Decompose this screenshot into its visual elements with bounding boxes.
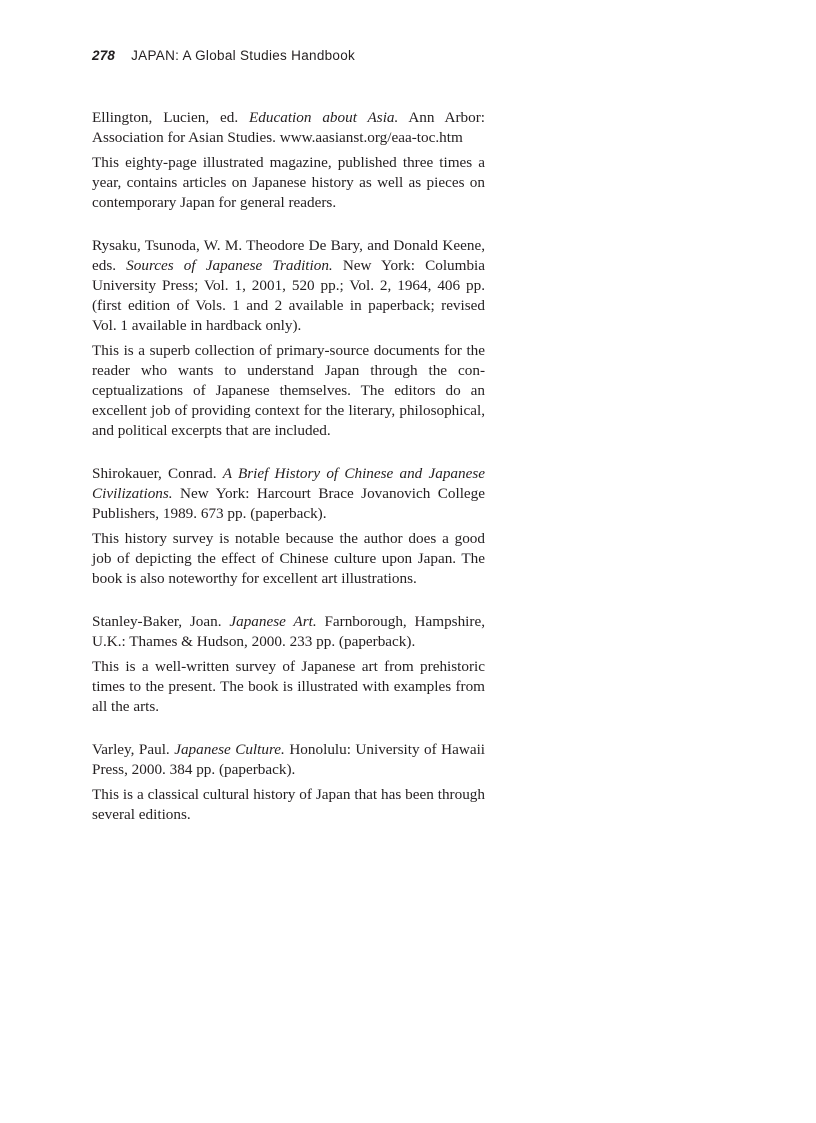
book-title: JAPAN: A Global Studies Handbook xyxy=(131,48,356,63)
annotation: This history survey is notable because the author does a good job of depicting the effect of Chinese culture upon Japan. The book is also noteworthy for excellent art illustrations. xyxy=(92,530,485,587)
bibliography-entry xyxy=(92,612,485,717)
citation xyxy=(92,236,485,336)
bibliography-entry xyxy=(92,464,485,589)
citation xyxy=(92,464,485,524)
citation-publication: Honolulu: University of Hawaii Press, 2000. 384 pp. (paperback). xyxy=(92,741,486,778)
citation-title: Japanese Culture. xyxy=(174,741,285,758)
running-head xyxy=(92,48,355,63)
citation-title: Education about Asia. xyxy=(249,109,399,126)
citation-publication: New York: Columbia University Press; Vol. 1, 2001, 520 pp.; Vol. 2, 1964, 406 pp. (first edition of Vols. 1 and 2 available in paperback; revised Vol. 1 available in hardback only). xyxy=(92,257,486,334)
annotation: This is a classical cultural history of Japan that has been through several editions. xyxy=(92,786,485,823)
citation-author: Shirokauer, Conrad. xyxy=(92,465,217,482)
citation xyxy=(92,612,485,652)
citation-title: Japanese Art. xyxy=(229,613,317,630)
bibliography-entry xyxy=(92,236,485,441)
citation-publication: Ann Arbor: Association for Asian Studies. www.aasianst.org/eaa-toc.htm xyxy=(92,109,486,146)
citation-title: A Brief History of Chinese and Japanese Civilizations. xyxy=(92,465,485,502)
page-number: 278 xyxy=(92,48,116,63)
annotation: This eighty-page illustrated magazine, published three times a year, contains articles on Japanese history as well as pieces on contemporary Japan for general readers. xyxy=(92,154,485,211)
citation-publication: New York: Harcourt Brace Jovanovich College Publishers, 1989. 673 pp. (paperback). xyxy=(92,485,485,522)
citation-title: Sources of Japanese Tradition. xyxy=(126,257,333,274)
citation-author: Ellington, Lucien, ed. xyxy=(92,109,239,126)
bibliography-entry xyxy=(92,740,485,825)
annotation: This is a superb collection of primary-source documents for the reader who wants to understand Japan through the conceptualizations of Japanese themselves. The editors do an excellent job of providing context for the literary, philosophical, and political excerpts that are included. xyxy=(92,342,485,439)
citation-author: Rysaku, Tsunoda, W. M. Theodore De Bary, and Donald Keene, eds. xyxy=(92,237,485,274)
citation-author: Varley, Paul. xyxy=(92,741,170,758)
citation-author: Stanley-Baker, Joan. xyxy=(92,613,222,630)
annotation: This is a well-written survey of Japanese art from prehistoric times to the present. The book is illustrated with examples from all the arts. xyxy=(92,658,485,715)
bibliography-list xyxy=(92,108,485,848)
citation xyxy=(92,740,485,780)
citation xyxy=(92,108,485,148)
bibliography-entry xyxy=(92,108,485,213)
citation-publication: Farnborough, Hampshire, U.K.: Thames & Hudson, 2000. 233 pp. (paperback). xyxy=(92,613,485,650)
